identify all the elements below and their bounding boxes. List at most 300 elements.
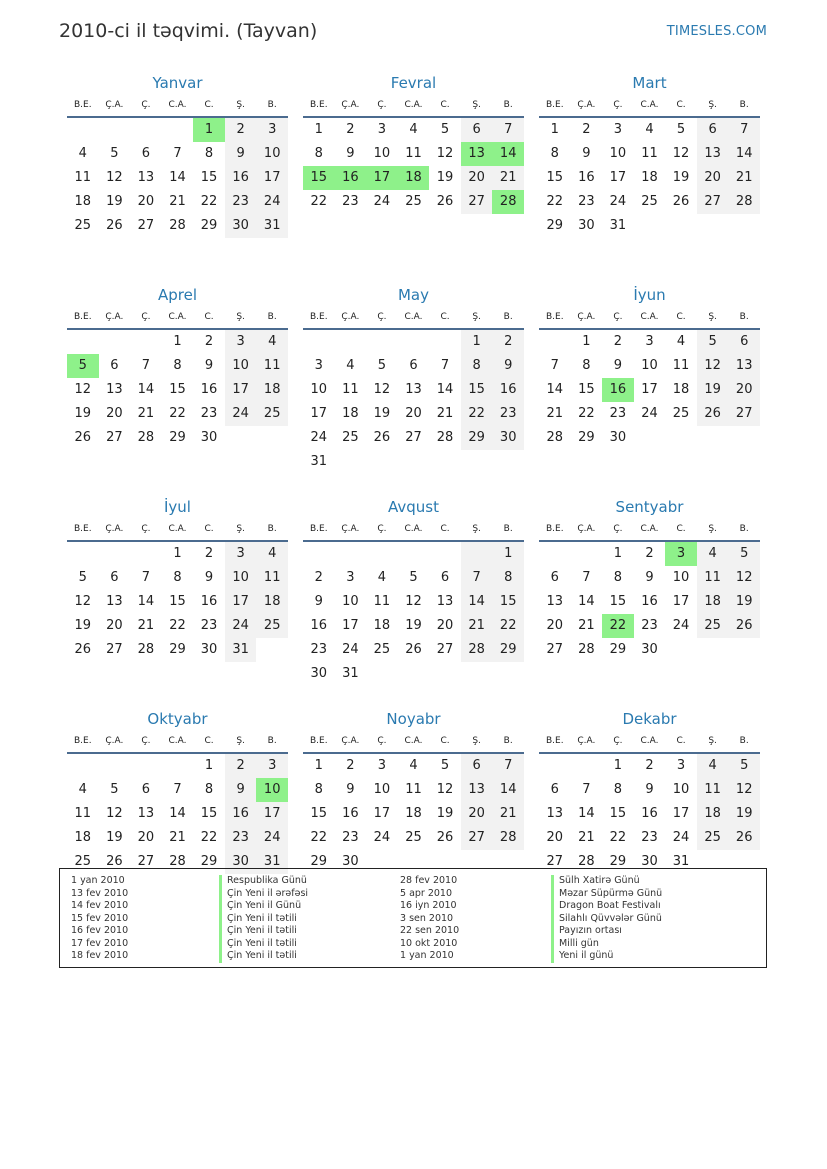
day-cell: 23 bbox=[342, 194, 359, 209]
day-cell: 7 bbox=[582, 782, 591, 797]
weekday-label: Ş. bbox=[236, 736, 245, 746]
weekday-label: B. bbox=[739, 312, 749, 322]
holiday-date: 10 okt 2010 bbox=[400, 937, 458, 949]
day-cell: 17 bbox=[672, 806, 690, 821]
holiday-name: Çin Yeni il ərəfəsi bbox=[219, 888, 308, 901]
empty-cell bbox=[67, 118, 99, 142]
holiday-date: 3 sen 2010 bbox=[400, 912, 454, 924]
day-cell: 8 bbox=[492, 566, 524, 590]
weekday-label: C. bbox=[440, 736, 450, 746]
day-cell: 10 bbox=[225, 566, 257, 590]
day-cell: 16 bbox=[641, 806, 658, 821]
day-cell: 11 bbox=[405, 146, 422, 161]
weekday-header bbox=[539, 306, 760, 330]
empty-cell bbox=[492, 450, 524, 474]
day-cell: 11 bbox=[373, 594, 391, 609]
day-cell: 19 bbox=[106, 830, 123, 845]
day-cell: 11 bbox=[641, 146, 658, 161]
day-cell: 24 bbox=[641, 406, 658, 421]
day-cell: 3 bbox=[225, 330, 257, 354]
months-grid bbox=[67, 72, 767, 920]
day-cell: 2 bbox=[346, 758, 355, 773]
weekday-label: B.E. bbox=[309, 100, 328, 110]
weekday-header bbox=[539, 94, 760, 118]
weekday-label: C.A. bbox=[640, 524, 659, 534]
day-cell: 4 bbox=[377, 570, 387, 585]
weekday-label: C.A. bbox=[168, 100, 187, 110]
day-grid bbox=[539, 118, 760, 238]
day-cell: 13 bbox=[697, 142, 729, 166]
empty-cell bbox=[539, 330, 571, 354]
day-cell: 15 bbox=[169, 594, 186, 609]
day-cell: 28 bbox=[492, 826, 524, 850]
day-cell: 9 bbox=[346, 146, 355, 161]
day-cell: 5 bbox=[728, 754, 760, 778]
day-cell: 21 bbox=[492, 166, 524, 190]
day-cell: 23 bbox=[641, 618, 658, 633]
day-cell: 11 bbox=[672, 358, 690, 373]
day-cell: 26 bbox=[436, 830, 454, 845]
weekday-label: Ş. bbox=[472, 100, 481, 110]
weekday-label: Ç. bbox=[377, 100, 387, 110]
weekday-label: C.A. bbox=[404, 736, 423, 746]
day-cell: 9 bbox=[204, 570, 214, 585]
day-cell: 21 bbox=[492, 802, 524, 826]
day-cell: 27 bbox=[137, 218, 155, 233]
day-cell: 14 bbox=[436, 382, 454, 397]
day-cell: 20 bbox=[106, 618, 123, 633]
weekday-label: Ç. bbox=[141, 100, 151, 110]
holiday-name: Çin Yeni il tətili bbox=[219, 925, 308, 938]
holiday-name: Çin Yeni il Günü bbox=[219, 900, 308, 913]
day-cell: 21 bbox=[578, 830, 595, 845]
day-cell: 3 bbox=[256, 754, 288, 778]
day-cell: 2 bbox=[314, 570, 323, 585]
day-cell: 2 bbox=[204, 546, 214, 561]
day-cell: 14 bbox=[169, 806, 186, 821]
day-cell: 6 bbox=[550, 782, 559, 797]
empty-cell bbox=[99, 118, 131, 142]
day-cell: 28 bbox=[578, 854, 595, 869]
weekday-header bbox=[67, 730, 288, 754]
holiday-list bbox=[59, 868, 767, 968]
empty-cell bbox=[634, 426, 666, 450]
holiday-name: Yeni il günü bbox=[551, 950, 662, 963]
day-cell: 12 bbox=[74, 594, 92, 609]
day-cell: 5 bbox=[440, 122, 450, 137]
day-cell: 4 bbox=[346, 358, 355, 373]
empty-cell bbox=[398, 330, 430, 354]
day-cell: 16 bbox=[310, 618, 328, 633]
month-name: Avqust bbox=[388, 498, 439, 516]
weekday-label: B.E. bbox=[309, 524, 328, 534]
day-cell: 3 bbox=[613, 122, 623, 137]
day-cell: 14 bbox=[461, 590, 493, 614]
day-cell: 13 bbox=[728, 354, 760, 378]
weekday-header bbox=[303, 94, 524, 118]
day-cell: 10 bbox=[342, 594, 359, 609]
day-cell: 5 bbox=[67, 354, 99, 378]
weekday-label: Ç. bbox=[377, 312, 387, 322]
day-cell: 6 bbox=[141, 146, 151, 161]
day-cell: 26 bbox=[106, 218, 123, 233]
day-cell: 8 bbox=[613, 570, 623, 585]
day-cell: 23 bbox=[225, 190, 257, 214]
day-cell: 17 bbox=[225, 590, 257, 614]
holiday-date: 15 fev 2010 bbox=[71, 912, 129, 924]
weekday-label: Ş. bbox=[472, 736, 481, 746]
day-cell: 21 bbox=[436, 406, 454, 421]
day-cell: 2 bbox=[346, 122, 355, 137]
day-cell: 20 bbox=[137, 194, 155, 209]
day-cell: 27 bbox=[546, 854, 564, 869]
day-cell: 19 bbox=[728, 590, 760, 614]
day-cell: 18 bbox=[342, 406, 359, 421]
day-cell: 18 bbox=[697, 802, 729, 826]
day-cell: 8 bbox=[173, 570, 182, 585]
day-cell: 23 bbox=[492, 402, 524, 426]
weekday-label: B. bbox=[503, 100, 513, 110]
weekday-label: B.E. bbox=[545, 312, 564, 322]
day-cell: 13 bbox=[405, 382, 422, 397]
weekday-label: C. bbox=[676, 524, 686, 534]
day-cell: 5 bbox=[676, 122, 686, 137]
day-cell: 9 bbox=[613, 358, 623, 373]
day-cell: 2 bbox=[645, 546, 654, 561]
weekday-label: B. bbox=[267, 312, 277, 322]
day-cell: 14 bbox=[578, 594, 595, 609]
empty-cell bbox=[99, 542, 131, 566]
day-cell: 26 bbox=[106, 854, 123, 869]
day-cell: 28 bbox=[137, 642, 155, 657]
weekday-label: Ş. bbox=[236, 100, 245, 110]
day-cell: 30 bbox=[200, 642, 218, 657]
weekday-label: B.E. bbox=[73, 736, 92, 746]
day-cell: 7 bbox=[728, 118, 760, 142]
empty-cell bbox=[728, 426, 760, 450]
day-cell: 29 bbox=[169, 430, 186, 445]
weekday-label: Ç.A. bbox=[105, 524, 124, 534]
empty-cell bbox=[256, 638, 288, 662]
day-cell: 10 bbox=[609, 146, 627, 161]
brand-link[interactable]: TIMESLES.COM bbox=[666, 24, 767, 39]
weekday-label: B.E. bbox=[73, 524, 92, 534]
day-cell: 22 bbox=[492, 614, 524, 638]
day-grid bbox=[67, 754, 288, 874]
day-cell: 9 bbox=[582, 146, 591, 161]
day-cell: 20 bbox=[405, 406, 422, 421]
weekday-header bbox=[303, 518, 524, 542]
day-cell: 28 bbox=[578, 642, 595, 657]
day-cell: 13 bbox=[461, 778, 493, 802]
holiday-dates-col-2 bbox=[400, 875, 459, 963]
day-cell: 1 bbox=[173, 546, 182, 561]
day-cell: 10 bbox=[225, 354, 257, 378]
day-cell: 18 bbox=[256, 378, 288, 402]
day-cell: 15 bbox=[303, 166, 335, 190]
day-cell: 20 bbox=[546, 618, 564, 633]
day-cell: 24 bbox=[310, 430, 328, 445]
day-cell: 7 bbox=[492, 118, 524, 142]
day-cell: 19 bbox=[74, 618, 92, 633]
day-cell: 3 bbox=[225, 542, 257, 566]
day-cell: 5 bbox=[728, 542, 760, 566]
empty-cell bbox=[728, 638, 760, 662]
day-cell: 25 bbox=[373, 642, 391, 657]
weekday-label: Ç. bbox=[377, 736, 387, 746]
day-cell: 19 bbox=[373, 406, 391, 421]
day-cell: 12 bbox=[728, 778, 760, 802]
day-cell: 4 bbox=[697, 542, 729, 566]
empty-cell bbox=[225, 426, 257, 450]
day-grid bbox=[539, 542, 760, 662]
day-cell: 3 bbox=[314, 358, 323, 373]
weekday-label: Ç. bbox=[141, 524, 151, 534]
day-cell: 26 bbox=[436, 194, 454, 209]
weekday-label: C. bbox=[204, 100, 214, 110]
weekday-label: Ş. bbox=[708, 100, 717, 110]
month-name: Oktyabr bbox=[147, 710, 208, 728]
day-cell: 22 bbox=[310, 830, 328, 845]
empty-cell bbox=[665, 426, 697, 450]
empty-cell bbox=[366, 330, 398, 354]
day-cell: 5 bbox=[110, 146, 119, 161]
day-cell: 23 bbox=[641, 830, 658, 845]
day-cell: 30 bbox=[342, 854, 359, 869]
empty-cell bbox=[539, 754, 571, 778]
empty-cell bbox=[429, 330, 461, 354]
weekday-label: Ç.A. bbox=[577, 524, 596, 534]
day-cell: 30 bbox=[578, 218, 595, 233]
weekday-label: Ş. bbox=[708, 312, 717, 322]
day-cell: 15 bbox=[169, 382, 186, 397]
day-cell: 24 bbox=[672, 618, 690, 633]
month-5 bbox=[539, 284, 760, 496]
empty-cell bbox=[697, 426, 729, 450]
day-cell: 23 bbox=[342, 830, 359, 845]
day-cell: 4 bbox=[409, 758, 418, 773]
day-cell: 14 bbox=[546, 382, 564, 397]
weekday-label: C.A. bbox=[404, 524, 423, 534]
day-cell: 7 bbox=[582, 570, 591, 585]
day-cell: 17 bbox=[310, 406, 328, 421]
weekday-label: B.E. bbox=[309, 736, 328, 746]
day-cell: 19 bbox=[436, 170, 454, 185]
holiday-date: 16 iyn 2010 bbox=[400, 900, 457, 911]
empty-cell bbox=[697, 214, 729, 238]
day-cell: 25 bbox=[256, 402, 288, 426]
day-cell: 28 bbox=[169, 218, 186, 233]
day-cell: 24 bbox=[225, 402, 257, 426]
weekday-header bbox=[67, 94, 288, 118]
day-cell: 1 bbox=[193, 118, 225, 142]
day-cell: 30 bbox=[310, 666, 328, 681]
day-cell: 16 bbox=[641, 594, 658, 609]
empty-cell bbox=[571, 542, 603, 566]
empty-cell bbox=[303, 330, 335, 354]
weekday-label: Ç. bbox=[141, 312, 151, 322]
empty-cell bbox=[366, 662, 398, 686]
day-cell: 14 bbox=[137, 594, 155, 609]
weekday-label: Ş. bbox=[472, 312, 481, 322]
day-cell: 19 bbox=[672, 170, 690, 185]
holiday-date: 18 fev 2010 bbox=[71, 950, 129, 961]
day-cell: 27 bbox=[137, 854, 155, 869]
weekday-label: C. bbox=[676, 736, 686, 746]
day-cell: 25 bbox=[74, 854, 92, 869]
day-cell: 23 bbox=[609, 406, 627, 421]
day-grid bbox=[539, 330, 760, 450]
day-cell: 21 bbox=[137, 618, 155, 633]
day-cell: 7 bbox=[461, 566, 493, 590]
day-cell: 26 bbox=[373, 430, 391, 445]
weekday-label: B.E. bbox=[73, 100, 92, 110]
holiday-name: Çin Yeni il tətili bbox=[219, 950, 308, 963]
month-name: İyun bbox=[633, 286, 666, 304]
month-7 bbox=[303, 496, 524, 708]
month-6 bbox=[67, 496, 288, 708]
day-cell: 2 bbox=[582, 122, 591, 137]
weekday-label: C. bbox=[204, 312, 214, 322]
day-cell: 26 bbox=[74, 642, 92, 657]
day-cell: 18 bbox=[256, 590, 288, 614]
day-cell: 6 bbox=[728, 330, 760, 354]
day-cell: 3 bbox=[676, 758, 686, 773]
holiday-dates-col-1 bbox=[71, 875, 128, 963]
day-cell: 10 bbox=[373, 782, 391, 797]
holiday-date: 13 fev 2010 bbox=[71, 887, 129, 899]
empty-cell bbox=[461, 450, 493, 474]
day-cell: 19 bbox=[697, 378, 729, 402]
day-cell: 2 bbox=[645, 758, 654, 773]
weekday-label: C.A. bbox=[404, 100, 423, 110]
weekday-label: C.A. bbox=[168, 312, 187, 322]
day-cell: 13 bbox=[546, 806, 564, 821]
day-cell: 6 bbox=[461, 754, 493, 778]
day-cell: 29 bbox=[546, 218, 564, 233]
weekday-label: Ç.A. bbox=[577, 736, 596, 746]
day-cell: 12 bbox=[672, 146, 690, 161]
weekday-label: C.A. bbox=[640, 736, 659, 746]
weekday-label: C. bbox=[440, 100, 450, 110]
empty-cell bbox=[665, 638, 697, 662]
day-cell: 26 bbox=[672, 194, 690, 209]
day-cell: 12 bbox=[373, 382, 391, 397]
day-cell: 22 bbox=[169, 618, 186, 633]
empty-cell bbox=[130, 542, 162, 566]
day-cell: 5 bbox=[409, 570, 418, 585]
day-cell: 18 bbox=[697, 590, 729, 614]
weekday-label: Ç.A. bbox=[341, 736, 360, 746]
weekday-label: B.E. bbox=[73, 312, 92, 322]
weekday-label: Ç.A. bbox=[341, 312, 360, 322]
day-cell: 10 bbox=[373, 146, 391, 161]
holiday-name: Silahlı Qüvvələr Günü bbox=[551, 913, 662, 926]
day-cell: 17 bbox=[373, 806, 391, 821]
day-cell: 4 bbox=[256, 542, 288, 566]
day-cell: 3 bbox=[665, 542, 697, 566]
day-cell: 7 bbox=[440, 358, 450, 373]
holiday-name: Payızın ortası bbox=[551, 925, 662, 938]
day-cell: 8 bbox=[613, 782, 623, 797]
day-cell: 16 bbox=[225, 802, 257, 826]
day-cell: 12 bbox=[74, 382, 92, 397]
weekday-label: C.A. bbox=[168, 524, 187, 534]
day-cell: 29 bbox=[310, 854, 328, 869]
day-cell: 21 bbox=[137, 406, 155, 421]
day-cell: 3 bbox=[377, 122, 387, 137]
weekday-label: B. bbox=[503, 736, 513, 746]
day-cell: 29 bbox=[461, 426, 493, 450]
day-cell: 15 bbox=[578, 382, 595, 397]
empty-cell bbox=[162, 118, 194, 142]
holiday-date: 22 sen 2010 bbox=[400, 925, 460, 936]
day-cell: 3 bbox=[256, 118, 288, 142]
weekday-label: Ş. bbox=[708, 736, 717, 746]
day-cell: 2 bbox=[492, 330, 524, 354]
month-8 bbox=[539, 496, 760, 708]
empty-cell bbox=[130, 330, 162, 354]
weekday-label: B.E. bbox=[309, 312, 328, 322]
day-cell: 14 bbox=[578, 806, 595, 821]
day-cell: 19 bbox=[74, 406, 92, 421]
day-grid bbox=[539, 754, 760, 874]
day-cell: 8 bbox=[461, 354, 493, 378]
day-cell: 10 bbox=[256, 778, 288, 802]
day-cell: 27 bbox=[106, 642, 123, 657]
day-cell: 27 bbox=[405, 430, 422, 445]
day-cell: 15 bbox=[200, 806, 218, 821]
day-cell: 24 bbox=[373, 194, 391, 209]
day-cell: 23 bbox=[578, 194, 595, 209]
weekday-label: Ç. bbox=[613, 736, 623, 746]
day-cell: 4 bbox=[409, 122, 418, 137]
day-cell: 26 bbox=[697, 402, 729, 426]
day-cell: 9 bbox=[645, 570, 654, 585]
day-cell: 31 bbox=[256, 214, 288, 238]
day-cell: 23 bbox=[310, 642, 328, 657]
weekday-label: C.A. bbox=[168, 736, 187, 746]
day-cell: 9 bbox=[204, 358, 214, 373]
day-cell: 24 bbox=[256, 826, 288, 850]
day-cell: 1 bbox=[550, 122, 559, 137]
day-cell: 28 bbox=[492, 190, 524, 214]
day-cell: 1 bbox=[461, 330, 493, 354]
day-cell: 8 bbox=[204, 782, 214, 797]
day-cell: 31 bbox=[609, 218, 627, 233]
empty-cell bbox=[728, 214, 760, 238]
page-title: 2010-ci il təqvimi. (Tayvan) bbox=[59, 20, 318, 42]
month-name: Fevral bbox=[390, 74, 437, 92]
day-cell: 4 bbox=[78, 146, 87, 161]
day-cell: 18 bbox=[74, 830, 92, 845]
day-cell: 11 bbox=[74, 170, 92, 185]
day-cell: 12 bbox=[436, 782, 454, 797]
holiday-name: Məzar Süpürmə Günü bbox=[551, 888, 662, 901]
day-cell: 24 bbox=[225, 614, 257, 638]
day-cell: 27 bbox=[461, 190, 493, 214]
weekday-label: B. bbox=[267, 736, 277, 746]
day-cell: 14 bbox=[137, 382, 155, 397]
day-grid bbox=[303, 542, 524, 686]
day-cell: 27 bbox=[697, 190, 729, 214]
day-cell: 12 bbox=[436, 146, 454, 161]
day-cell: 29 bbox=[609, 854, 627, 869]
empty-cell bbox=[697, 638, 729, 662]
day-cell: 22 bbox=[200, 830, 218, 845]
day-cell: 2 bbox=[613, 334, 623, 349]
weekday-label: C. bbox=[204, 524, 214, 534]
